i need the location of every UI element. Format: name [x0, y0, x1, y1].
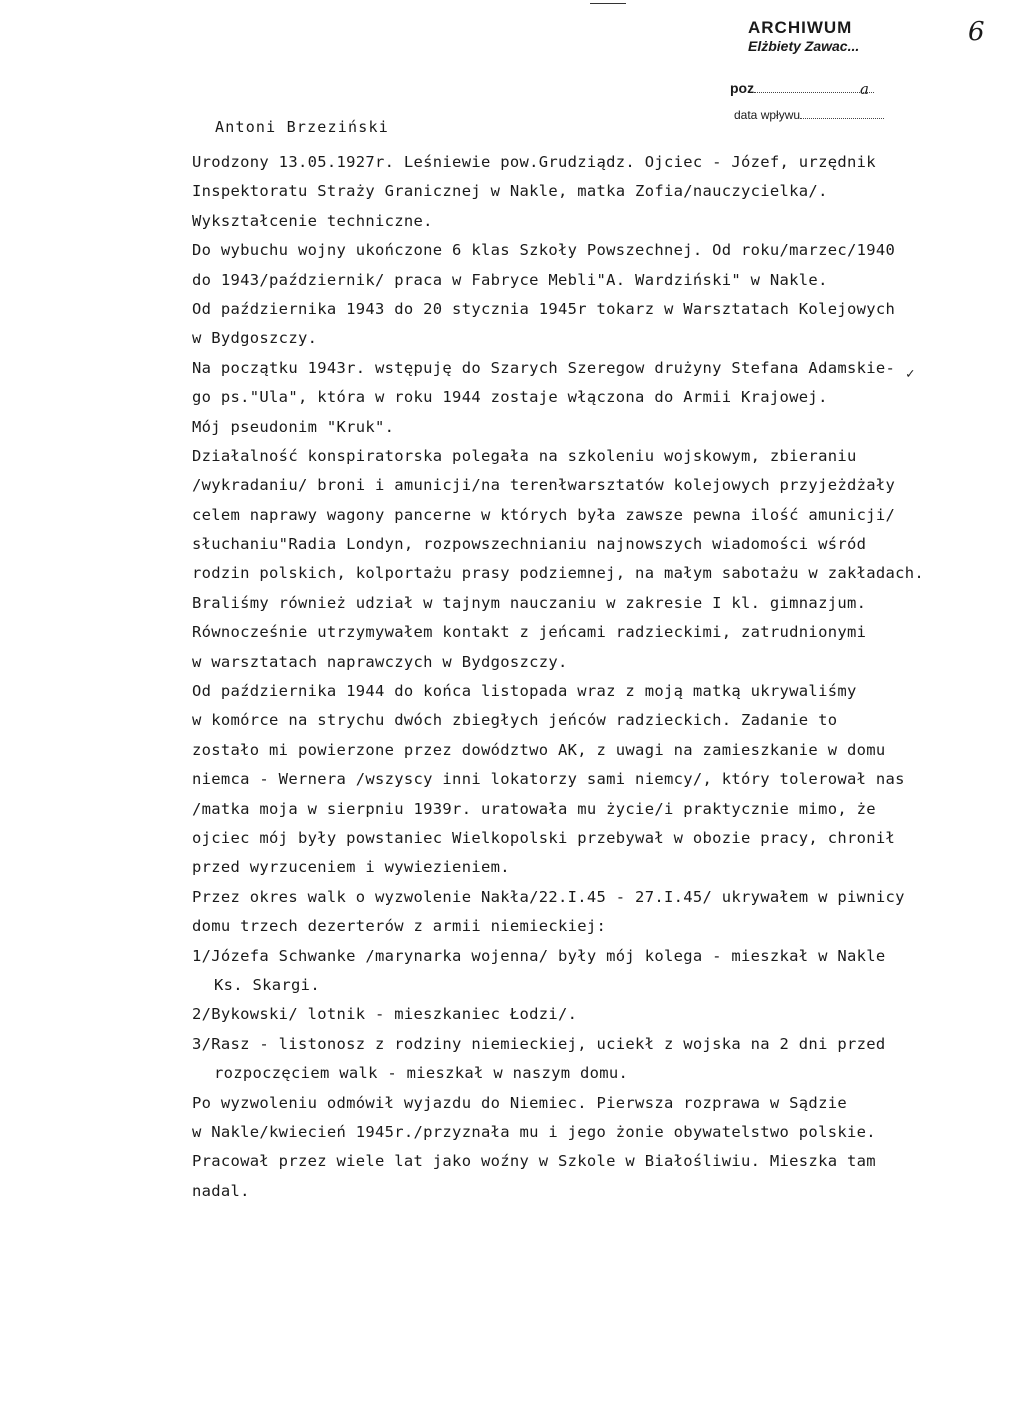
stamp-poz-field — [730, 80, 874, 96]
document-line: 3/Rasz - listonosz z rodziny niemieckiej, uciekł z wojska na 2 dni przed — [192, 1034, 886, 1053]
document-line: Od października 1944 do końca listopada wraz z moją matką ukrywaliśmy — [192, 682, 857, 701]
archive-stamp — [730, 18, 948, 122]
document-line: Na początku 1943r. wstępuję do Szarych Szeregow drużyny Stefana Adamskie- — [192, 358, 896, 377]
stamp-date-dots — [800, 110, 884, 119]
document-line: Do wybuchu wojny ukończone 6 klas Szkoły Powszechnej. Od roku/marzec/1940 — [192, 241, 896, 260]
document-line: Mój pseudonim "Kruk". — [192, 417, 395, 436]
document-line: /wykradaniu/ broni i amunicji/na terenłwarsztatów kolejowych przyjeżdżały — [192, 476, 896, 495]
document-line: celem naprawy wagony pancerne w których była zawsze pewna ilość amunicji/ — [192, 505, 896, 524]
document-line: domu trzech dezerterów z armii niemieckiej: — [192, 917, 607, 936]
document-line: Braliśmy również udział w tajnym nauczaniu w zakresie I kl. gimnazjum. — [192, 593, 867, 612]
document-line: w Bydgoszczy. — [192, 329, 318, 348]
document-line: Przez okres walk o wyzwolenie Nakła/22.I.45 - 27.I.45/ ukrywałem w piwnicy — [192, 887, 905, 906]
top-rule — [590, 3, 626, 4]
check-mark-icon: ✓ — [906, 366, 915, 382]
document-line: Po wyzwoleniu odmówił wyjazdu do Niemiec. Pierwsza rozprawa w Sądzie — [192, 1093, 847, 1112]
document-line: ojciec mój były powstaniec Wielkopolski przebywał w obozie pracy, chronił — [192, 828, 896, 847]
stamp-poz-dots — [754, 82, 874, 93]
document-line: rozpoczęciem walk - mieszkał w naszym domu. — [214, 1064, 629, 1083]
stamp-title: ARCHIWUM — [748, 18, 853, 37]
document-line: Wykształcenie techniczne. — [192, 211, 433, 230]
document-line: do 1943/październik/ praca w Fabryce Mebli"A. Wardziński" w Nakle. — [192, 270, 828, 289]
document-body — [192, 148, 992, 1206]
document-line: przed wyrzuceniem i wywiezieniem. — [192, 858, 510, 877]
stamp-date-field — [734, 108, 884, 122]
handwritten-mark: a — [860, 80, 869, 98]
document-line: rodzin polskich, kolportażu prasy podziemnej, na małym sabotażu w zakładach. — [192, 564, 925, 583]
document-line: w komórce na strychu dwóch zbiegłych jeńców radzieckich. Zadanie to — [192, 711, 838, 730]
document-line: Równocześnie utrzymywałem kontakt z jeńcami radzieckimi, zatrudnionymi — [192, 623, 867, 642]
document-line: go ps."Ula", która w roku 1944 zostaje włączona do Armii Krajowej. — [192, 388, 828, 407]
stamp-date-label: data wpływu — [734, 108, 801, 122]
document-line: 1/Józefa Schwanke /marynarka wojenna/ były mój kolega - mieszkał w Nakle — [192, 946, 886, 965]
document-line: zostało mi powierzone przez dowództwo AK, z uwagi na zamieszkanie w domu — [192, 740, 886, 759]
stamp-poz-label: poz — [730, 80, 755, 96]
document-line: w warsztatach naprawczych w Bydgoszczy. — [192, 652, 568, 671]
document-line: Pracował przez wiele lat jako woźny w Szkole w Białośliwiu. Mieszka tam — [192, 1152, 876, 1171]
document-line: 2/Bykowski/ lotnik - mieszkaniec Łodzi/. — [192, 1005, 578, 1024]
document-line: słuchaniu"Radia Londyn, rozpowszechnianiu najnowszych wiadomości wśród — [192, 535, 867, 554]
document-line: Działalność konspiratorska polegała na szkoleniu wojskowym, zbieraniu — [192, 446, 857, 465]
document-line: Urodzony 13.05.1927r. Leśniewie pow.Grudziądz. Ojciec - Józef, urzędnik — [192, 153, 876, 171]
page-number: 6 — [968, 17, 985, 47]
author-name: Antoni Brzeziński — [215, 118, 389, 136]
stamp-subtitle: Elżbiety Zawac... — [748, 38, 860, 54]
document-line: Inspektoratu Straży Granicznej w Nakle, matka Zofia/nauczycielka/. — [192, 182, 828, 201]
document-line: Ks. Skargi. — [214, 975, 320, 994]
document-line: /matka moja w sierpniu 1939r. uratowała mu życie/i praktycznie mimo, że — [192, 799, 876, 818]
document-line: w Nakle/kwiecień 1945r./przyznała mu i jego żonie obywatelstwo polskie. — [192, 1122, 876, 1141]
document-line: niemca - Wernera /wszyscy inni lokatorzy sami niemcy/, który tolerował nas — [192, 770, 905, 789]
document-line: Od października 1943 do 20 stycznia 1945r tokarz w Warsztatach Kolejowych — [192, 299, 896, 318]
document-line: nadal. — [192, 1181, 250, 1200]
